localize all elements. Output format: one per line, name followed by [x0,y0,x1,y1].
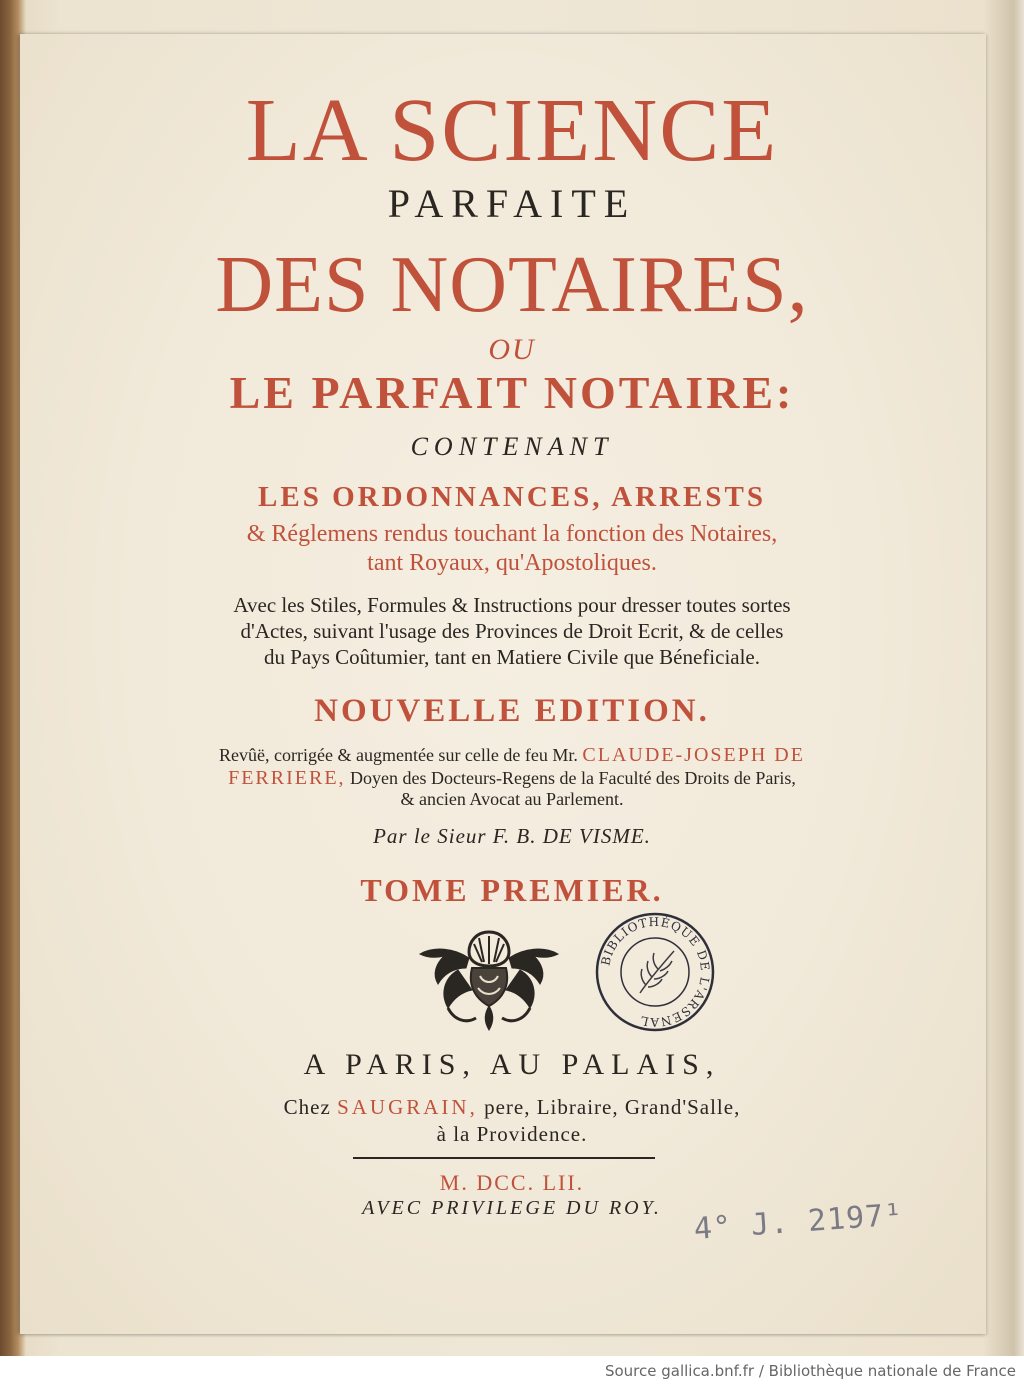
author-name: CLAUDE-JOSEPH DE [582,744,805,766]
editor-name: DE VISME. [542,824,651,848]
divider-rule [353,1157,655,1159]
publisher-address: pere, Libraire, Grand'Salle, [484,1095,741,1119]
title-line-reglemens: & Réglemens rendus touchant la fonction des Notaires, [246,521,778,547]
imprint-publisher [0,1097,1024,1118]
title-line-tant-royaux: tant Royaux, qu'Apostoliques. [367,550,657,576]
title-line-ordonnances: LES ORDONNANCES, ARRESTS [258,481,766,513]
publisher-name: SAUGRAIN, [337,1095,478,1119]
publication-date: M. DCC. LII. [439,1170,585,1195]
stamp-text: BIBLIOTHÈQUE DE L'ARSENAL [598,914,713,1030]
edition-heading: NOUVELLE EDITION. [314,693,710,729]
title-line-la-science: LA SCIENCE [245,81,779,180]
royal-privilege: AVEC PRIVILEGE DU ROY. [362,1197,662,1219]
author-title: Doyen des Docteurs-Regens de la Faculté des Droits de Paris, [350,768,796,788]
revision-text: Revûë, corrigée & augmentée sur celle de feu Mr. [219,745,578,765]
title-line-ou: OU [488,333,536,366]
description-line-2: d'Actes, suivant l'usage des Provinces de Droit Ecrit, & de celles [240,619,784,643]
revision-line-2 [0,768,1024,788]
revision-line-3: & ancien Avocat au Parlement. [400,789,624,809]
editor-prefix: Par le Sieur F. B. [373,824,537,848]
title-line-parfaite: PARFAITE [387,181,637,226]
revision-line-1 [0,745,1024,765]
imprint-sign: à la Providence. [436,1122,588,1146]
author-surname: FERRIERE, [228,767,346,789]
printers-ornament-icon [414,928,564,1032]
editor-line [0,826,1024,847]
description-line-1: Avec les Stiles, Formules & Instructions pour dresser toutes sortes [233,593,791,617]
imprint-place: A PARIS, AU PALAIS, [303,1048,721,1081]
handwritten-shelfmark: 4° J. 2197¹ [692,1197,905,1247]
title-line-le-parfait-notaire: LE PARFAIT NOTAIRE: [229,367,795,418]
source-credit: Source gallica.bnf.fr / Bibliothèque nationale de France [604,1362,1016,1380]
description-line-3: du Pays Coûtumier, tant en Matiere Civile que Béneficiale. [263,645,761,669]
library-stamp-icon [594,911,716,1033]
imprint-chez: Chez [283,1095,331,1119]
title-line-des-notaires: DES NOTAIRES, [215,241,809,329]
volume-heading: TOME PREMIER. [360,872,664,908]
title-line-contenant: CONTENANT [410,432,614,461]
